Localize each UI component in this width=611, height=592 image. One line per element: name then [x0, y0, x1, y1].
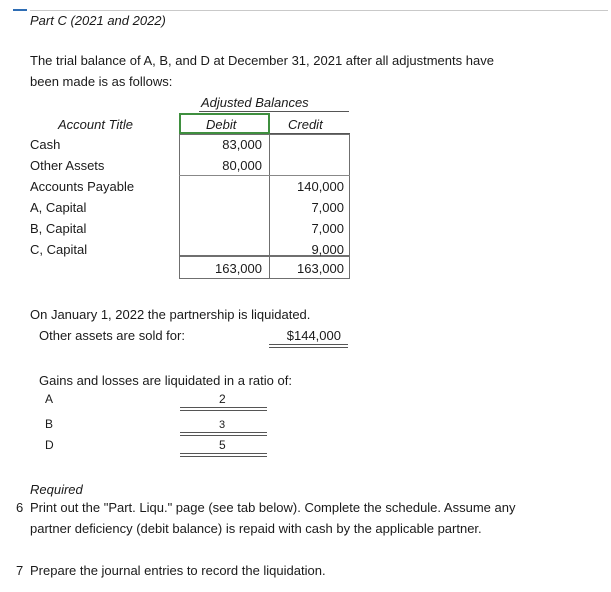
row-b-capital-title: B, Capital: [30, 221, 87, 236]
ratio-b-underline-2: [180, 435, 267, 436]
row-accounts-payable-credit: 140,000: [297, 179, 344, 194]
top-accent-mark: [13, 9, 27, 11]
liquidation-line: On January 1, 2022 the partnership is liquidated.: [30, 307, 311, 322]
ratio-partner-d: D: [45, 438, 54, 452]
item-6-number: 6: [16, 500, 24, 515]
col-account-title: Account Title: [58, 117, 134, 132]
sold-underline-2: [269, 347, 348, 348]
row-accounts-payable-title: Accounts Payable: [30, 179, 135, 194]
ratio-a-underline-1: [180, 407, 267, 408]
ratio-value-a: 2: [219, 392, 226, 406]
adjusted-balances-header: Adjusted Balances: [201, 95, 309, 110]
col-debit: Debit: [206, 117, 237, 132]
item-7-text: Prepare the journal entries to record the liquidation.: [30, 563, 326, 578]
ratio-value-b: 3: [219, 419, 226, 431]
credit-column-box: [269, 134, 350, 256]
ratio-d-underline-2: [180, 456, 267, 457]
row-divider-a: [179, 175, 350, 176]
row-b-capital-credit: 7,000: [311, 221, 344, 236]
required-label: Required: [30, 482, 83, 497]
assets-sold-label: Other assets are sold for:: [39, 328, 185, 343]
row-c-capital-title: C, Capital: [30, 242, 88, 257]
assets-sold-value: $144,000: [286, 328, 341, 343]
row-a-capital-credit: 7,000: [311, 200, 344, 215]
debit-lower-section: [179, 175, 270, 256]
ratio-b-underline-1: [180, 432, 267, 433]
row-other-assets-debit: 80,000: [222, 158, 262, 173]
ratio-value-d: 5: [219, 438, 226, 452]
total-credit: 163,000: [297, 261, 344, 276]
item-6-line-2: partner deficiency (debit balance) is repaid with cash by the applicable partner.: [30, 521, 482, 536]
row-a-capital-title: A, Capital: [30, 200, 87, 215]
intro-line-2: been made is as follows:: [30, 74, 173, 89]
row-c-capital-credit: 9,000: [311, 242, 344, 257]
part-title: Part C (2021 and 2022): [30, 13, 166, 28]
row-cash-title: Cash: [30, 137, 61, 152]
item-6-line-1: Print out the "Part. Liqu." page (see tab below). Complete the schedule. Assume any: [30, 500, 516, 515]
ratio-partner-a: A: [45, 392, 54, 406]
intro-line-1: The trial balance of A, B, and D at December 31, 2021 after all adjustments have: [30, 53, 494, 68]
header-underline: [199, 111, 349, 112]
ratio-partner-b: B: [45, 417, 54, 431]
ratio-d-underline-1: [180, 453, 267, 454]
item-7-number: 7: [16, 563, 24, 578]
total-debit: 163,000: [215, 261, 262, 276]
row-other-assets-title: Other Assets: [30, 158, 105, 173]
ratio-a-underline-2: [180, 410, 267, 411]
sold-underline-1: [269, 344, 348, 345]
row-cash-debit: 83,000: [222, 137, 262, 152]
col-credit: Credit: [288, 117, 323, 132]
ratio-heading: Gains and losses are liquidated in a ratio of:: [39, 373, 292, 388]
top-divider: [30, 10, 608, 11]
